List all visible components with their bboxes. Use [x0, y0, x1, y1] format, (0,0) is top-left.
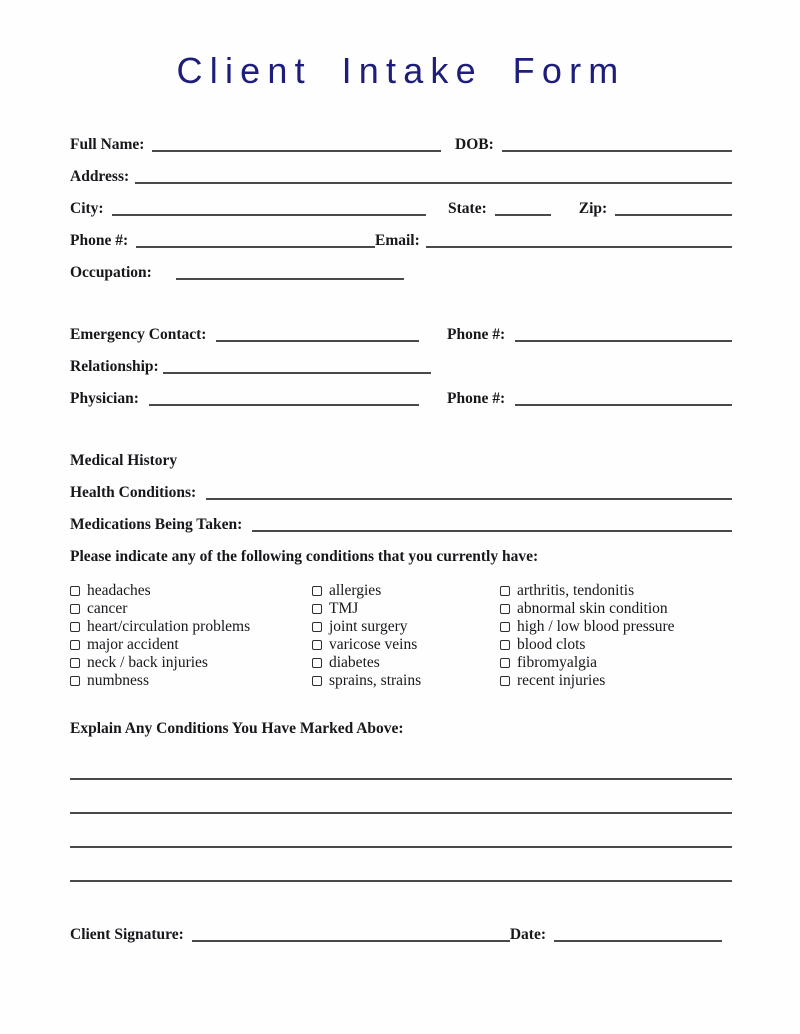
condition-item: [312, 618, 500, 636]
dob-label: DOB:: [455, 136, 494, 154]
medications-input-line[interactable]: [252, 528, 732, 532]
condition-label: sprains, strains: [329, 672, 422, 689]
checkbox-icon[interactable]: [70, 658, 80, 668]
physician-phone-input-line[interactable]: [515, 402, 732, 406]
emergency-contact-input-line[interactable]: [216, 338, 419, 342]
condition-item: [70, 618, 312, 636]
occupation-row: [70, 250, 732, 282]
conditions-column-2: [312, 582, 500, 690]
city-cell: [70, 200, 448, 218]
client-signature-input-line[interactable]: [192, 938, 510, 942]
condition-item: [70, 672, 312, 690]
signature-section: [70, 910, 732, 944]
emergency-phone-label: Phone #:: [447, 326, 506, 344]
emergency-contact-label: Emergency Contact:: [70, 326, 207, 344]
condition-label: joint surgery: [329, 618, 408, 635]
zip-label: Zip:: [578, 200, 608, 218]
full-name-label: Full Name:: [70, 136, 145, 154]
medical-history-section: [70, 438, 732, 690]
condition-label: recent injuries: [517, 672, 606, 689]
checkbox-icon[interactable]: [70, 676, 80, 686]
checkbox-icon[interactable]: [312, 604, 322, 614]
phone-cell: [70, 232, 375, 250]
condition-item: [70, 582, 312, 600]
condition-item: [500, 672, 732, 690]
physician-row: [70, 376, 732, 408]
city-input-line[interactable]: [112, 212, 426, 216]
state-input-line[interactable]: [495, 212, 551, 216]
form-title: Client Intake Form: [176, 50, 626, 91]
condition-label: major accident: [87, 636, 179, 653]
address-label: Address:: [70, 168, 130, 186]
city-label: City:: [70, 200, 104, 218]
physician-label: Physician:: [70, 390, 139, 408]
condition-label: blood clots: [517, 636, 586, 653]
relationship-label: Relationship:: [70, 358, 159, 376]
checkbox-icon[interactable]: [500, 640, 510, 650]
condition-label: TMJ: [329, 600, 359, 617]
occupation-input-line[interactable]: [176, 276, 404, 280]
condition-label: headaches: [87, 582, 151, 599]
phone-label: Phone #:: [70, 232, 129, 250]
conditions-prompt: Please indicate any of the following conditions that you currently have:: [70, 548, 539, 566]
condition-label: arthritis, tendonitis: [517, 582, 635, 599]
condition-label: diabetes: [329, 654, 380, 671]
condition-label: heart/circulation problems: [87, 618, 251, 635]
condition-item: [312, 654, 500, 672]
date-label: Date:: [509, 926, 546, 943]
conditions-prompt-row: [70, 534, 732, 566]
checkbox-icon[interactable]: [70, 640, 80, 650]
condition-label: varicose veins: [329, 636, 418, 653]
checkbox-icon[interactable]: [312, 658, 322, 668]
condition-item: [500, 636, 732, 654]
condition-item: [312, 582, 500, 600]
address-input-line[interactable]: [135, 180, 732, 184]
health-conditions-row: [70, 470, 732, 502]
address-row: [70, 154, 732, 186]
explain-input-line-1[interactable]: [70, 738, 732, 780]
explain-input-line-4[interactable]: [70, 848, 732, 882]
physician-cell: [70, 390, 447, 408]
occupation-label: Occupation:: [70, 264, 152, 282]
condition-item: [70, 636, 312, 654]
relationship-input-line[interactable]: [163, 370, 431, 374]
condition-item: [312, 636, 500, 654]
email-input-line[interactable]: [426, 244, 732, 248]
checkbox-icon[interactable]: [312, 622, 322, 632]
medical-history-heading-row: [70, 438, 732, 470]
checkbox-icon[interactable]: [70, 604, 80, 614]
condition-item: [312, 600, 500, 618]
emergency-contact-section: [70, 312, 732, 408]
health-conditions-label: Health Conditions:: [70, 484, 197, 502]
condition-label: numbness: [87, 672, 149, 689]
explain-input-line-3[interactable]: [70, 814, 732, 848]
checkbox-icon[interactable]: [500, 622, 510, 632]
checkbox-icon[interactable]: [500, 604, 510, 614]
client-signature-label: Client Signature:: [70, 926, 184, 943]
conditions-column-1: [70, 582, 312, 690]
checkbox-icon[interactable]: [500, 586, 510, 596]
checkbox-icon[interactable]: [500, 676, 510, 686]
dob-input-line[interactable]: [502, 148, 732, 152]
condition-label: cancer: [87, 600, 128, 617]
condition-label: neck / back injuries: [87, 654, 208, 671]
condition-item: [70, 600, 312, 618]
date-input-line[interactable]: [554, 938, 722, 942]
condition-label: high / low blood pressure: [517, 618, 675, 635]
checkbox-icon[interactable]: [312, 676, 322, 686]
conditions-column-3: [500, 582, 732, 690]
health-conditions-input-line[interactable]: [206, 496, 732, 500]
checkbox-icon[interactable]: [500, 658, 510, 668]
state-label: State:: [448, 200, 487, 218]
condition-label: abnormal skin condition: [517, 600, 668, 617]
condition-item: [500, 654, 732, 672]
phone-input-line[interactable]: [136, 244, 375, 248]
checkbox-icon[interactable]: [312, 640, 322, 650]
medications-row: [70, 502, 732, 534]
emergency-contact-row: [70, 312, 732, 344]
explain-input-line-2[interactable]: [70, 780, 732, 814]
emergency-contact-cell: [70, 326, 447, 344]
physician-phone-label: Phone #:: [447, 390, 506, 408]
checkbox-icon[interactable]: [70, 622, 80, 632]
medical-history-heading: Medical History: [70, 452, 178, 470]
physician-input-line[interactable]: [149, 402, 419, 406]
condition-item: [312, 672, 500, 690]
condition-label: allergies: [329, 582, 382, 599]
zip-input-line[interactable]: [615, 212, 732, 216]
condition-item: [500, 600, 732, 618]
email-label: Email:: [375, 232, 420, 250]
condition-item: [500, 618, 732, 636]
checkbox-icon[interactable]: [70, 586, 80, 596]
condition-label: fibromyalgia: [517, 654, 598, 671]
relationship-row: [70, 344, 732, 376]
checkbox-icon[interactable]: [312, 586, 322, 596]
condition-item: [70, 654, 312, 672]
personal-info-section: [70, 122, 732, 282]
medications-label: Medications Being Taken:: [70, 516, 243, 534]
explain-label: Explain Any Conditions You Have Marked Above:: [70, 720, 404, 737]
city-state-zip-row: [70, 186, 732, 218]
full-name-cell: [70, 136, 455, 154]
full-name-dob-row: [70, 122, 732, 154]
full-name-input-line[interactable]: [152, 148, 441, 152]
emergency-phone-input-line[interactable]: [515, 338, 732, 342]
phone-email-row: [70, 218, 732, 250]
conditions-checkbox-grid: [70, 582, 732, 690]
condition-item: [500, 582, 732, 600]
explain-section: [70, 720, 732, 882]
